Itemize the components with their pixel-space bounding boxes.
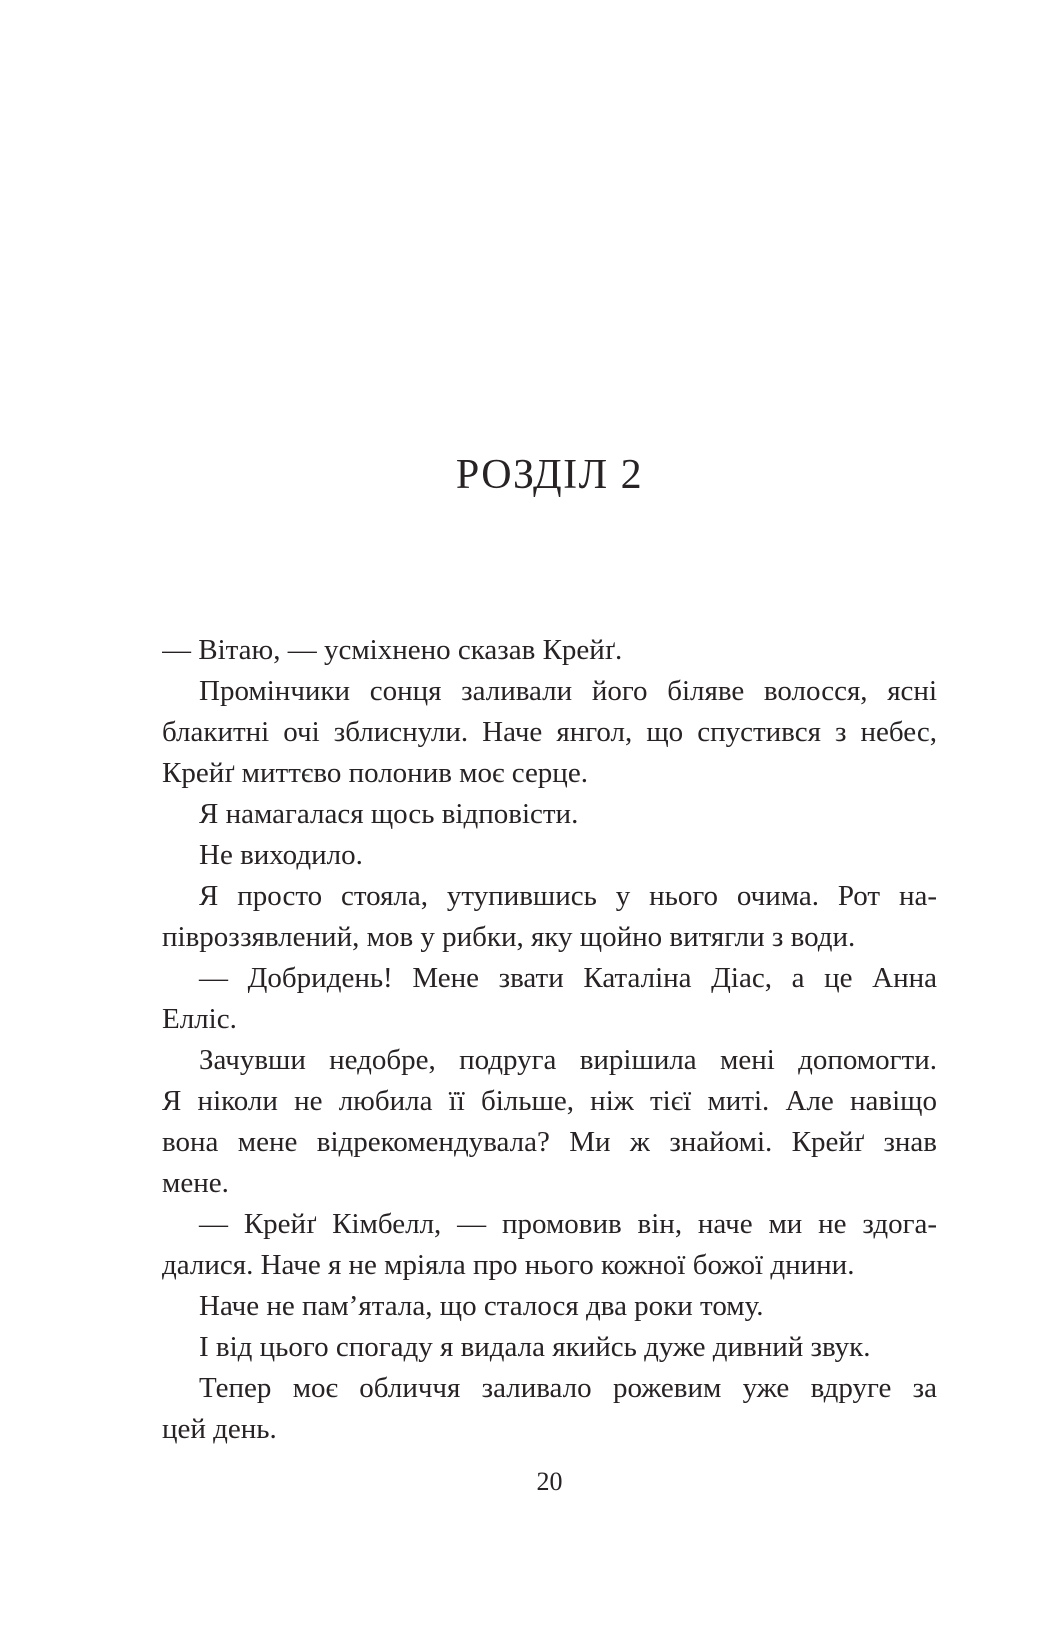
- paragraph: [162, 1368, 937, 1450]
- paragraph: [162, 630, 937, 671]
- text-line: Наче не пам’ятала, що сталося два роки тому.: [199, 1290, 764, 1322]
- paragraph: [162, 835, 937, 876]
- text-line: Зачувши недобре, подруга вирішила мені допомогти.: [199, 1044, 937, 1076]
- paragraph: [162, 1204, 937, 1286]
- page-number: 20: [536, 1467, 563, 1496]
- text-line: Я намагалася щось відповісти.: [199, 798, 579, 830]
- paragraph: [162, 794, 937, 835]
- text-line: цей день.: [162, 1413, 277, 1445]
- text-line: далися. Наче я не мріяла про нього кожної божої днини.: [162, 1249, 855, 1281]
- text-line: Не виходило.: [199, 839, 363, 871]
- body-text-block: [162, 630, 937, 1450]
- text-line: — Добридень! Мене звати Каталіна Діас, а це Анна: [199, 962, 937, 994]
- paragraph: [162, 671, 937, 794]
- text-line: мене.: [162, 1167, 229, 1199]
- paragraph: [162, 958, 937, 1040]
- text-line: Елліс.: [162, 1003, 237, 1035]
- paragraph: [162, 1286, 937, 1327]
- text-line: — Вітаю, — усміхнено сказав Крейґ.: [162, 634, 623, 666]
- paragraph: [162, 1040, 937, 1204]
- text-line: — Крейґ Кімбелл, — промовив він, наче ми не здога-: [199, 1208, 937, 1240]
- text-line: блакитні очі зблиснули. Наче янгол, що спустився з небес,: [162, 716, 937, 748]
- chapter-heading: РОЗДІЛ 2: [455, 452, 644, 499]
- paragraph: [162, 1327, 937, 1368]
- text-line: Я просто стояла, утупившись у нього очима. Рот на-: [199, 880, 937, 912]
- paragraph: [162, 876, 937, 958]
- text-line: вона мене відрекомендувала? Ми ж знайомі. Крейґ знав: [162, 1126, 937, 1158]
- text-line: І від цього спогаду я видала якийсь дуже дивний звук.: [199, 1331, 871, 1363]
- text-line: Промінчики сонця заливали його біляве волосся, ясні: [199, 675, 937, 707]
- text-line: Я ніколи не любила її більше, ніж тієї миті. Але навіщо: [162, 1085, 937, 1117]
- text-line: Крейґ миттєво полонив моє серце.: [162, 757, 588, 789]
- text-line: Тепер моє обличчя заливало рожевим уже вдруге за: [199, 1372, 937, 1404]
- text-line: півроззявлений, мов у рибки, яку щойно витягли з води.: [162, 921, 856, 953]
